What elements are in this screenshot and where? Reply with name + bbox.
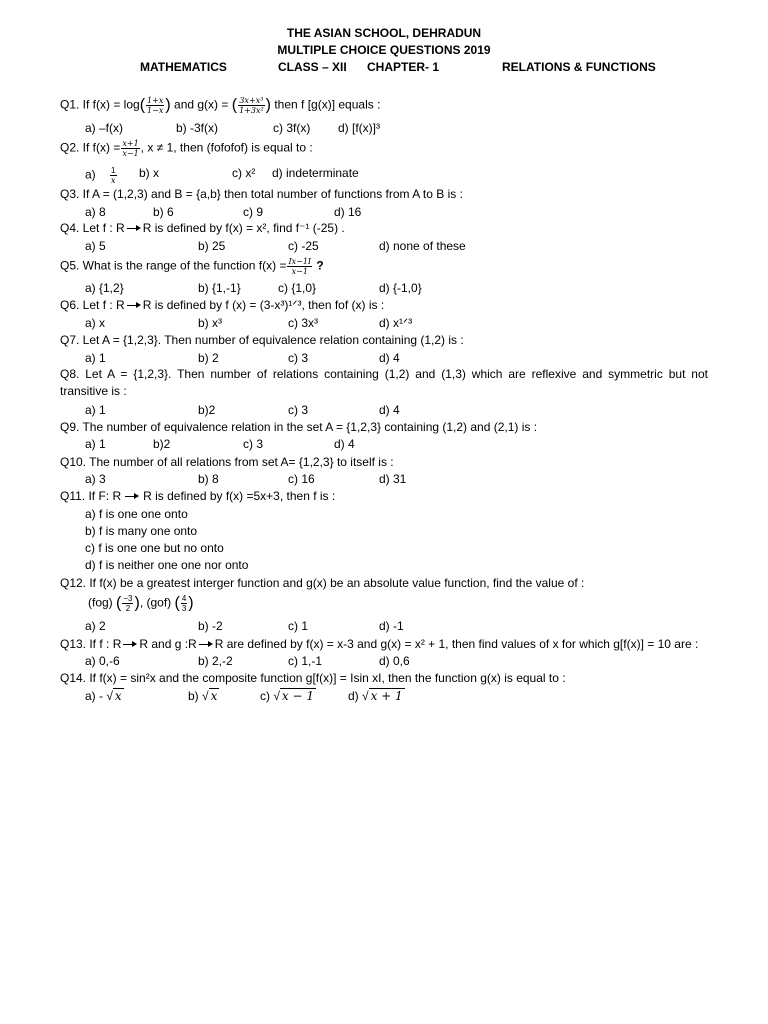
q2-option-b: b) x <box>139 166 160 180</box>
q3-option-a: a) 8 <box>85 205 106 219</box>
school-name: THE ASIAN SCHOOL, DEHRADUN <box>286 26 482 40</box>
q1-option-b: b) -3f(x) <box>176 121 218 135</box>
q4-option-d: d) none of these <box>379 239 466 253</box>
document-title: MULTIPLE CHOICE QUESTIONS 2019 <box>277 43 491 57</box>
q11-option-a: a) f is one one onto <box>85 507 188 521</box>
question-8: Q8. Let A = {1,2,3}. Then number of relations containing (1,2) and (1,3) which are reflexive and symmetric but not transitive is : <box>60 367 708 398</box>
q14-option-b: b) √ x <box>188 689 218 703</box>
q4-option-a: a) 5 <box>85 239 106 253</box>
q2-option-c: c) x² <box>232 166 256 180</box>
chapter-label: CHAPTER- 1 <box>367 60 440 74</box>
q13-option-b: b) 2,-2 <box>198 654 233 668</box>
question-10: Q10. The number of all relations from set A= {1,2,3} to itself is : <box>60 455 394 469</box>
q1-mid: and g(x) = <box>174 97 229 112</box>
q12-option-a: a) 2 <box>85 619 106 633</box>
q7-option-d: d) 4 <box>379 351 400 365</box>
q12-option-b: b) -2 <box>198 619 223 633</box>
q8-option-c: c) 3 <box>288 403 309 417</box>
q11-option-d: d) f is neither one one nor onto <box>85 558 249 572</box>
q14-option-d: d) √ x + 1 <box>348 689 403 703</box>
topic-label: RELATIONS & FUNCTIONS <box>502 60 656 74</box>
question-9: Q9. The number of equivalence relation in the set A = {1,2,3} containing (1,2) and (2,1) is : <box>60 420 538 434</box>
q13-option-d: d) 0,6 <box>379 654 410 668</box>
q2-prefix: Q2. If f(x) = <box>60 140 121 155</box>
q5-option-c: c) {1,0} <box>278 281 317 295</box>
q1-suffix: then f [g(x)] equals : <box>274 97 381 112</box>
q3-option-b: b) 6 <box>153 205 174 219</box>
arrow-icon <box>199 641 213 649</box>
q5-fraction: $\frac{Ix-1I}{x-1}$ <box>288 257 312 276</box>
q10-option-a: a) 3 <box>85 472 106 486</box>
q9-option-b: b)2 <box>153 437 171 451</box>
q9-option-a: a) 1 <box>85 437 106 451</box>
question-2 <box>60 139 710 158</box>
q3-option-d: d) 16 <box>334 205 362 219</box>
q6-option-d: d) x¹ᐟ³ <box>379 316 413 330</box>
q2-option-d: d) indeterminate <box>272 166 359 180</box>
q13-option-a: a) 0,-6 <box>85 654 120 668</box>
q7-option-b: b) 2 <box>198 351 219 365</box>
q9-option-c: c) 3 <box>243 437 264 451</box>
q14-option-c: c) √ x − 1 <box>260 689 315 703</box>
arrow-icon <box>125 493 139 501</box>
q10-option-b: b) 8 <box>198 472 219 486</box>
q14-option-a: a) - √ x <box>85 689 122 703</box>
q1-fraction-1: $\frac{1+x}{1-x}$ <box>147 96 164 115</box>
q6-option-b: b) x³ <box>198 316 222 330</box>
q8-option-d: d) 4 <box>379 403 400 417</box>
q12-expression: (fog) ( $\frac{-3}{2}$ ), (gof) ( $\frac{4}{3}$ ) <box>88 594 194 613</box>
arrow-icon <box>123 641 137 649</box>
question-7: Q7. Let A = {1,2,3}. Then number of equivalence relation containing (1,2) is : <box>60 333 464 347</box>
arrow-icon <box>127 225 141 233</box>
q13-option-c: c) 1,-1 <box>288 654 323 668</box>
q8-option-b: b)2 <box>198 403 216 417</box>
q11-option-b: b) f is many one onto <box>85 524 198 538</box>
subject-label: MATHEMATICS <box>140 60 227 74</box>
q9-option-d: d) 4 <box>334 437 355 451</box>
q2-fraction: $\frac{x+1}{x-1}$ <box>122 139 139 158</box>
q2-option-a: a) $\frac{1}{x}$ <box>85 166 116 185</box>
q3-option-c: c) 9 <box>243 205 264 219</box>
question-12: Q12. If f(x) be a greatest interger function and g(x) be an absolute value function, find the value of : <box>60 576 585 590</box>
question-6: Q6. Let f : R R is defined by f (x) = (3-x³)¹ᐟ³, then fof (x) is : <box>60 298 385 312</box>
q8-option-a: a) 1 <box>85 403 106 417</box>
q7-option-a: a) 1 <box>85 351 106 365</box>
q7-option-c: c) 3 <box>288 351 309 365</box>
question-11: Q11. If F: R R is defined by f(x) =5x+3, then f is : <box>60 489 336 503</box>
q1-fraction-2: $\frac{\text{3x+x³}}{\text{1+3x²}}$ <box>239 96 264 115</box>
q5-option-d: d) {-1,0} <box>379 281 422 295</box>
question-1: Q1. If f(x) = log( $\frac{1+x}{1-x}$ ) and g(x) = ( $\frac{\text{3x+x³}}{\text{1+3x²}}$ ) then f [g(x)] equals : <box>60 96 381 115</box>
arrow-icon <box>127 302 141 310</box>
q4-option-c: c) -25 <box>288 239 319 253</box>
q10-option-c: c) 16 <box>288 472 315 486</box>
question-14: Q14. If f(x) = sin²x and the composite function g[f(x)] = Isin xI, then the function g(x) is equal to : <box>60 671 566 685</box>
q1-option-a: a) –f(x) <box>85 121 124 135</box>
q5-option-a: a) {1,2} <box>85 281 124 295</box>
question-3: Q3. If A = (1,2,3) and B = {a,b} then total number of functions from A to B is : <box>60 187 463 201</box>
q11-option-c: c) f is one one but no onto <box>85 541 224 555</box>
q12-option-d: d) -1 <box>379 619 404 633</box>
q1-option-d: d) [f(x)]³ <box>338 121 380 135</box>
q4-option-b: b) 25 <box>198 239 226 253</box>
q5-option-b: b) {1,-1} <box>198 281 241 295</box>
q12-option-c: c) 1 <box>288 619 309 633</box>
question-13: Q13. If f : R R and g :R R are defined by f(x) = x-3 and g(x) = x² + 1, then find values of x for which g[f(x)] = 10 are : <box>60 637 699 651</box>
q6-option-a: a) x <box>85 316 106 330</box>
q2-suffix: , x ≠ 1, then (fofofof) is equal to : <box>140 140 313 155</box>
q6-option-c: c) 3x³ <box>288 316 318 330</box>
q10-option-d: d) 31 <box>379 472 407 486</box>
q1-option-c: c) 3f(x) <box>273 121 311 135</box>
class-label: CLASS – XII <box>278 60 347 74</box>
question-5: Q5. What is the range of the function f(x) = $\frac{Ix-1I}{x-1}$ ? <box>60 257 324 276</box>
question-4: Q4. Let f : R R is defined by f(x) = x², find f⁻¹ (-25) . <box>60 221 345 235</box>
q1-prefix: Q1. If f(x) = log <box>60 97 140 112</box>
